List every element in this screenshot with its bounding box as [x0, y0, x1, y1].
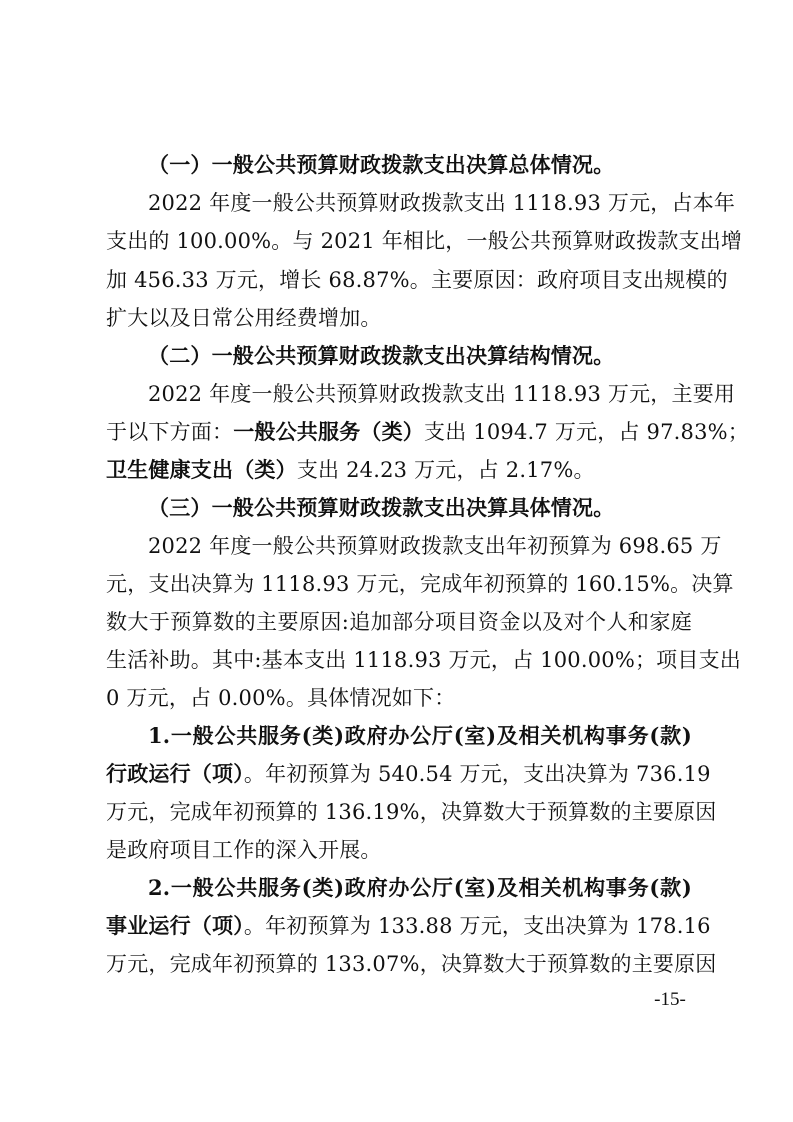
- section-3-heading: （三）一般公共预算财政拨款支出决算具体情况。: [148, 496, 615, 520]
- section-3-line-3: 数大于预算数的主要原因:追加部分项目资金以及对个人和家庭: [106, 610, 692, 634]
- section-2-line-3: [106, 452, 692, 488]
- item-2-subtitle: 事业运行（项）: [106, 913, 244, 938]
- item-2-line-3: 万元，完成年初预算的 133.07%，决算数大于预算数的主要原因: [106, 952, 717, 976]
- item-1-subtitle: 行政运行（项）: [106, 761, 244, 786]
- section-2-heading: （二）一般公共预算财政拨款支出决算结构情况。: [148, 344, 615, 368]
- section-2-line-1: 2022 年度一般公共预算财政拨款支出 1118.93 万元，主要用: [148, 382, 736, 406]
- item-1-line-3: 万元，完成年初预算的 136.19%，决算数大于预算数的主要原因: [106, 800, 717, 824]
- item-1-line-2: [106, 756, 711, 792]
- section-1-line-4: 扩大以及日常公用经费增加。: [106, 306, 382, 330]
- section-1-line-2: 支出的 100.00%。与 2021 年相比，一般公共预算财政拨款支出增: [106, 229, 743, 253]
- section-1-line-3: 加 456.33 万元，增长 68.87%。主要原因：政府项目支出规模的: [106, 268, 728, 292]
- section-2-line-2-prefix: 于以下方面：: [106, 420, 234, 444]
- item-2-line-2: [106, 908, 711, 944]
- section-3-line-1: 2022 年度一般公共预算财政拨款支出年初预算为 698.65 万: [148, 534, 722, 558]
- item-1-line-2-text: 。年初预算为 540.54 万元，支出决算为 736.19: [243, 762, 711, 786]
- category-general-public-services: 一般公共服务（类）: [233, 419, 425, 444]
- item-2-title: 2.一般公共服务(类)政府办公厅(室)及相关机构事务(款): [148, 875, 692, 900]
- item-1-title: 1.一般公共服务(类)政府办公厅(室)及相关机构事务(款): [148, 723, 692, 748]
- section-3-line-2: 元，支出决算为 1118.93 万元，完成年初预算的 160.15%。决算: [106, 572, 734, 596]
- item-1-line-4: 是政府项目工作的深入开展。: [106, 838, 382, 862]
- section-2-line-3-suffix: 支出 24.23 万元，占 2.17%。: [296, 458, 595, 482]
- section-2-line-2-suffix: 支出 1094.7 万元，占 97.83%；: [424, 420, 749, 444]
- category-health: 卫生健康支出（类）: [106, 457, 297, 482]
- section-1-line-1: 2022 年度一般公共预算财政拨款支出 1118.93 万元，占本年: [148, 191, 736, 215]
- item-2-line-2-text: 。年初预算为 133.88 万元，支出决算为 178.16: [243, 914, 711, 938]
- section-3-line-5: 0 万元，占 0.00%。具体情况如下：: [106, 686, 456, 710]
- page-number: -15-: [654, 989, 686, 1010]
- section-1-heading: （一）一般公共预算财政拨款支出决算总体情况。: [148, 153, 615, 177]
- section-2-line-2: [106, 414, 749, 450]
- section-3-line-4: 生活补助。其中:基本支出 1118.93 万元，占 100.00%；项目支出: [106, 648, 741, 672]
